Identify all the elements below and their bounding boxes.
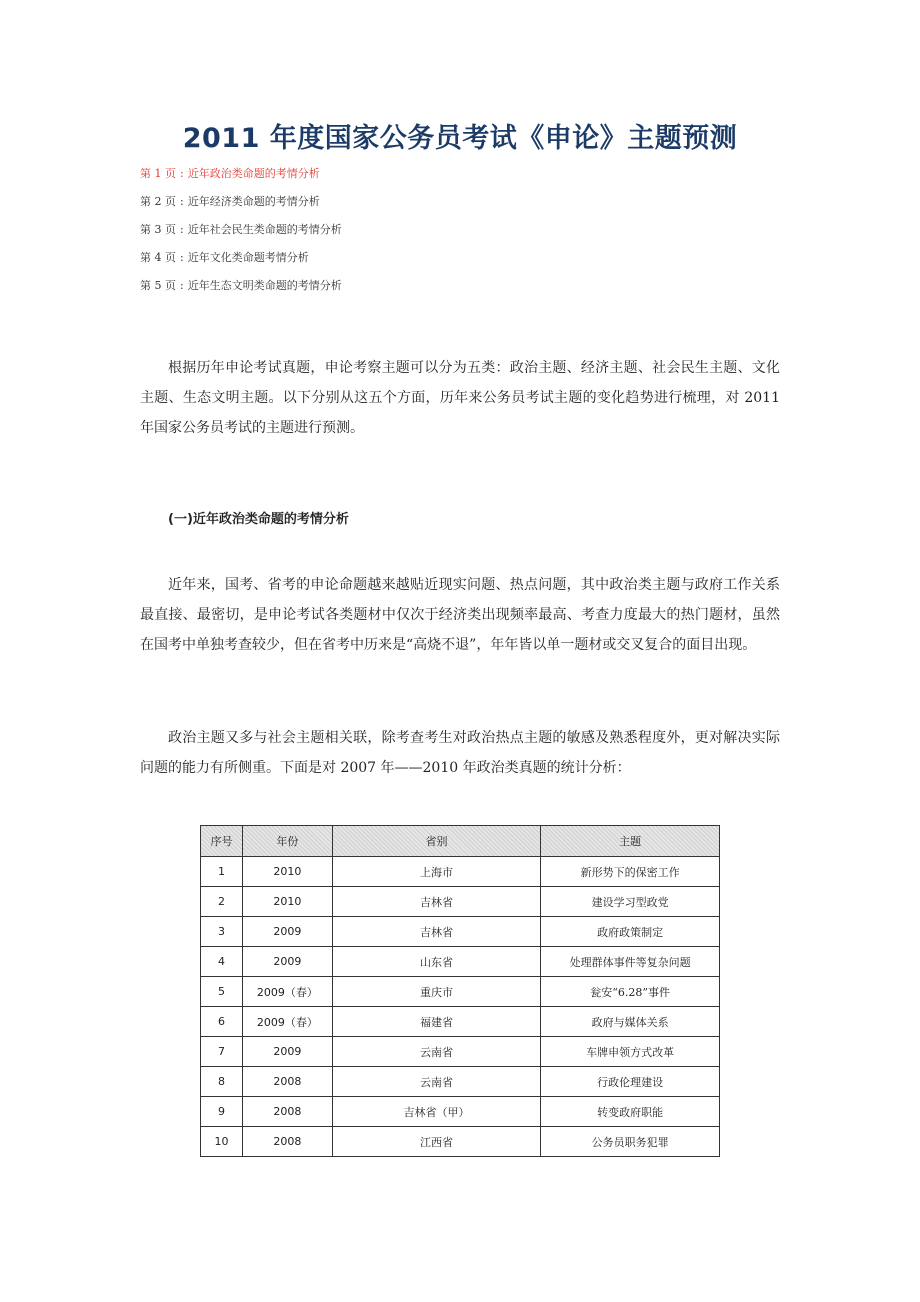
cell-index: 8 — [201, 1067, 243, 1097]
cell-province: 云南省 — [332, 1037, 541, 1067]
toc-item-4[interactable]: 第 4 页 : 近年文化类命题考情分析 — [140, 251, 309, 264]
toc-page-label: 第 4 页 — [140, 251, 176, 264]
toc-item-3[interactable]: 第 3 页 : 近年社会民生类命题的考情分析 — [140, 223, 342, 236]
cell-index: 5 — [201, 977, 243, 1007]
cell-province: 福建省 — [332, 1007, 541, 1037]
cell-year: 2008 — [242, 1097, 332, 1127]
intro-paragraph: 根据历年申论考试真题，申论考察主题可以分为五类：政治主题、经济主题、社会民生主题、文化主题、生态文明主题。以下分别从这五个方面，历年来公务员考试主题的变化趋势进行梳理，对 2011 年国家公务员考试的主题进行预测。 — [140, 360, 780, 436]
cell-index: 10 — [201, 1127, 243, 1157]
table-row — [201, 977, 720, 1007]
toc-item-5[interactable]: 第 5 页 : 近年生态文明类命题的考情分析 — [140, 279, 342, 292]
table-row — [201, 887, 720, 917]
table-row — [201, 947, 720, 977]
toc-page-label: 第 5 页 — [140, 279, 176, 292]
cell-topic: 公务员职务犯罪 — [541, 1127, 720, 1157]
cell-topic: 行政伦理建设 — [541, 1067, 720, 1097]
column-header-year: 年份 — [242, 826, 332, 857]
cell-index: 2 — [201, 887, 243, 917]
cell-year: 2009 — [242, 917, 332, 947]
cell-index: 7 — [201, 1037, 243, 1067]
cell-topic: 政府与媒体关系 — [541, 1007, 720, 1037]
toc-page-label: 第 2 页 — [140, 195, 176, 208]
column-header-topic: 主题 — [541, 826, 720, 857]
cell-province: 山东省 — [332, 947, 541, 977]
cell-topic: 新形势下的保密工作 — [541, 857, 720, 887]
cell-year: 2008 — [242, 1127, 332, 1157]
cell-year: 2010 — [242, 887, 332, 917]
toc-item-label: 近年文化类命题考情分析 — [187, 251, 309, 264]
toc-item-label: 近年生态文明类命题的考情分析 — [187, 279, 342, 292]
cell-year: 2009 — [242, 1037, 332, 1067]
table-row — [201, 1097, 720, 1127]
toc-item-label: 近年经济类命题的考情分析 — [187, 195, 320, 208]
table-row — [201, 857, 720, 887]
cell-topic: 转变政府职能 — [541, 1097, 720, 1127]
table-row — [201, 1127, 720, 1157]
column-header-index: 序号 — [201, 826, 243, 857]
cell-index: 9 — [201, 1097, 243, 1127]
cell-topic: 政府政策制定 — [541, 917, 720, 947]
cell-year: 2009（春） — [242, 977, 332, 1007]
toc-item-label: 近年社会民生类命题的考情分析 — [187, 223, 342, 236]
politics-topics-table — [200, 825, 720, 1157]
cell-index: 4 — [201, 947, 243, 977]
column-header-province: 省别 — [332, 826, 541, 857]
cell-year: 2009（春） — [242, 1007, 332, 1037]
toc-item-label: 近年政治类命题的考情分析 — [187, 167, 320, 180]
toc-item-1[interactable]: 第 1 页 : 近年政治类命题的考情分析 — [140, 167, 320, 180]
cell-province: 上海市 — [332, 857, 541, 887]
section-heading: (一)近年政治类命题的考情分析 — [168, 512, 349, 527]
toc-page-label: 第 1 页 — [140, 167, 176, 180]
page-title: 2011 年度国家公务员考试《申论》主题预测 — [182, 123, 738, 154]
cell-province: 吉林省 — [332, 917, 541, 947]
table-of-contents — [140, 160, 342, 300]
cell-topic: 建设学习型政党 — [541, 887, 720, 917]
cell-index: 3 — [201, 917, 243, 947]
cell-index: 1 — [201, 857, 243, 887]
table-row — [201, 1067, 720, 1097]
cell-province: 重庆市 — [332, 977, 541, 1007]
table-row — [201, 1007, 720, 1037]
cell-year: 2009 — [242, 947, 332, 977]
table-row — [201, 917, 720, 947]
cell-index: 6 — [201, 1007, 243, 1037]
cell-province: 吉林省 — [332, 887, 541, 917]
toc-page-label: 第 3 页 — [140, 223, 176, 236]
cell-topic: 处理群体事件等复杂问题 — [541, 947, 720, 977]
politics-paragraph: 近年来，国考、省考的申论命题越来越贴近现实问题、热点问题，其中政治类主题与政府工作关系最直接、最密切，是申论考试各类题材中仅次于经济类出现频率最高、考查力度最大的热门题材，虽然在国考中单独考查较少，但在省考中历来是“高烧不退”，年年皆以单一题材或交叉复合的面目出现。 — [140, 577, 780, 653]
table-row — [201, 1037, 720, 1067]
cell-year: 2008 — [242, 1067, 332, 1097]
cell-year: 2010 — [242, 857, 332, 887]
cell-topic: 车牌申领方式改革 — [541, 1037, 720, 1067]
cell-province: 云南省 — [332, 1067, 541, 1097]
table-header-row — [201, 826, 720, 857]
cell-province: 江西省 — [332, 1127, 541, 1157]
cell-topic: 瓮安“6.28”事件 — [541, 977, 720, 1007]
statistics-intro-paragraph: 政治主题又多与社会主题相关联，除考查考生对政治热点主题的敏感及熟悉程度外，更对解决实际问题的能力有所侧重。下面是对 2007 年——2010 年政治类真题的统计分析： — [140, 730, 780, 776]
cell-province: 吉林省（甲） — [332, 1097, 541, 1127]
toc-item-2[interactable]: 第 2 页 : 近年经济类命题的考情分析 — [140, 195, 320, 208]
